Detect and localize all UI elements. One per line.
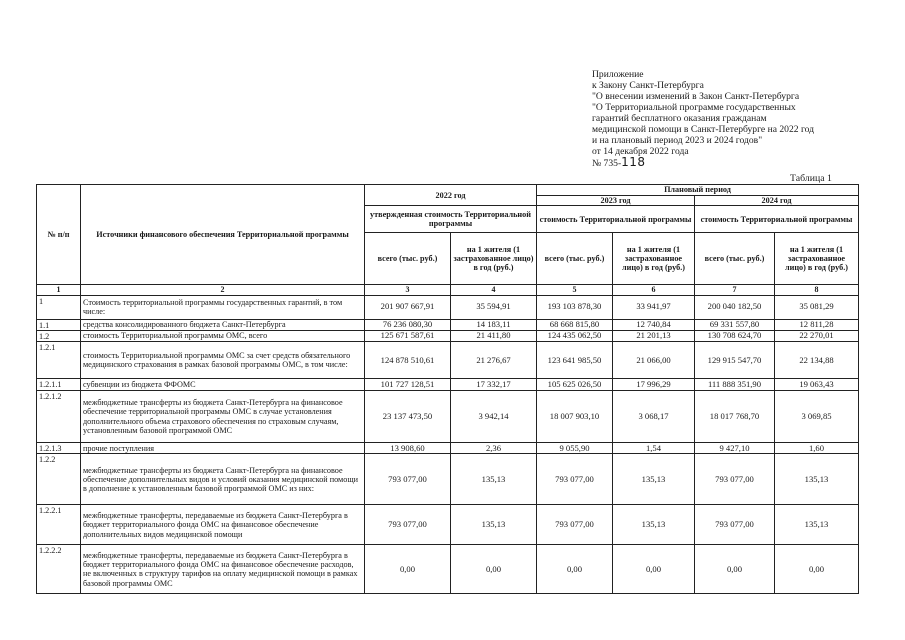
table-row [37,295,859,319]
row-source: стоимость Территориальной программы ОМС, всего [81,330,365,341]
row-num: 1.2.1.1 [37,379,81,391]
cell-total-2023: 124 435 062,50 [537,330,613,341]
cell-total-2023: 123 641 985,50 [537,342,613,379]
cell-total-2024: 793 077,00 [695,505,775,545]
cell-total-2024: 200 040 182,50 [695,295,775,319]
row-num: 1.2.2.2 [37,545,81,594]
cell-per-capita-2023: 17 996,29 [613,379,695,391]
cell-total-2022: 0,00 [365,545,451,594]
column-number: 6 [613,285,695,295]
header-planned-period: Плановый период [537,185,859,196]
cell-per-capita-2024: 12 811,28 [775,319,859,330]
row-source: прочие поступления [81,443,365,454]
cell-per-capita-2024: 22 270,01 [775,330,859,341]
table-row [37,379,859,391]
header-total-2023: всего (тыс. руб.) [537,233,613,285]
appendix-line: к Закону Санкт-Петербурга [592,80,704,91]
cell-per-capita-2022: 3 942,14 [451,391,537,443]
cell-per-capita-2023: 0,00 [613,545,695,594]
header-cost-2023: стоимость Территориальной программы [537,206,695,233]
cell-per-capita-2022: 135,13 [451,505,537,545]
table-row [37,391,859,443]
appendix-line: Приложение [592,69,644,80]
cell-per-capita-2022: 135,13 [451,454,537,505]
appendix-line: от 14 декабря 2022 года [592,146,689,157]
cell-per-capita-2024: 19 063,43 [775,379,859,391]
header-year-2024: 2024 год [695,196,859,206]
cell-per-capita-2023: 135,13 [613,454,695,505]
cell-per-capita-2023: 21 201,13 [613,330,695,341]
header-per-capita-2024: на 1 жителя (1 застрахованное лицо) в год (руб.) [775,233,859,285]
cell-total-2024: 0,00 [695,545,775,594]
header-source: Источники финансового обеспечения Территориальной программы [81,185,365,285]
cell-total-2024: 111 888 351,90 [695,379,775,391]
financing-table [36,184,859,594]
table-row [37,443,859,454]
cell-total-2022: 23 137 473,50 [365,391,451,443]
column-number: 7 [695,285,775,295]
cell-per-capita-2024: 3 069,85 [775,391,859,443]
row-source: средства консолидированного бюджета Санкт-Петербурга [81,319,365,330]
cell-per-capita-2022: 21 276,67 [451,342,537,379]
cell-per-capita-2024: 135,13 [775,454,859,505]
table-row [37,545,859,594]
cell-per-capita-2024: 22 134,88 [775,342,859,379]
appendix-header [592,69,882,169]
row-source: субвенции из бюджета ФФОМС [81,379,365,391]
row-num: 1.2.1.3 [37,443,81,454]
row-num: 1.1 [37,319,81,330]
cell-per-capita-2023: 21 066,00 [613,342,695,379]
cell-per-capita-2022: 2,36 [451,443,537,454]
appendix-line: гарантий бесплатного оказания гражданам [592,113,767,124]
cell-per-capita-2023: 3 068,17 [613,391,695,443]
header-cost-2024: стоимость Территориальной программы [695,206,859,233]
row-num: 1.2 [37,330,81,341]
header-approved-cost: утвержденная стоимость Территориальной программы [365,206,537,233]
header-year-2023: 2023 год [537,196,695,206]
cell-total-2023: 793 077,00 [537,505,613,545]
column-number: 4 [451,285,537,295]
cell-total-2022: 124 878 510,61 [365,342,451,379]
column-number: 1 [37,285,81,295]
cell-per-capita-2022: 17 332,17 [451,379,537,391]
row-source: стоимость Территориальной программы ОМС за счет средств обязательного медицинского страхования в рамках базовой программы ОМС, в том числе: [81,342,365,379]
cell-per-capita-2022: 0,00 [451,545,537,594]
cell-total-2022: 125 671 587,61 [365,330,451,341]
cell-per-capita-2023: 12 740,84 [613,319,695,330]
cell-total-2022: 13 908,60 [365,443,451,454]
header-per-capita-2022: на 1 жителя (1 застрахованное лицо) в год (руб.) [451,233,537,285]
law-number-handwritten: 118 [621,155,646,169]
cell-per-capita-2023: 33 941,97 [613,295,695,319]
law-number-prefix: № 735- [592,158,622,169]
header-total-2022: всего (тыс. руб.) [365,233,451,285]
cell-total-2024: 9 427,10 [695,443,775,454]
row-source: межбюджетные трансферты, передаваемые из бюджета Санкт-Петербурга в бюджет территориального фонда ОМС на финансовое обеспечение расходов, не включенных в структуру тарифов на оплату медицинской помощи в рамках базовой программы ОМС [81,545,365,594]
cell-total-2024: 793 077,00 [695,454,775,505]
cell-total-2022: 793 077,00 [365,505,451,545]
row-num: 1.2.2.1 [37,505,81,545]
cell-total-2023: 9 055,90 [537,443,613,454]
cell-per-capita-2023: 135,13 [613,505,695,545]
cell-per-capita-2024: 35 081,29 [775,295,859,319]
law-number [592,157,882,169]
header-num: № п/п [37,185,81,285]
row-source: межбюджетные трансферты, передаваемые из бюджета Санкт-Петербурга в бюджет территориального фонда ОМС на финансовое обеспечение дополнительных видов медицинской помощи [81,505,365,545]
row-source: межбюджетные трансферты из бюджета Санкт-Петербурга на финансовое обеспечение территориальной программы ОМС в случае установления дополнительного объема страхового обеспечения по страховым случаям, установленным базовой программой ОМС [81,391,365,443]
cell-total-2022: 101 727 128,51 [365,379,451,391]
cell-per-capita-2024: 0,00 [775,545,859,594]
cell-per-capita-2022: 35 594,91 [451,295,537,319]
table-row [37,505,859,545]
column-number: 2 [81,285,365,295]
cell-total-2024: 130 708 624,70 [695,330,775,341]
cell-total-2024: 18 017 768,70 [695,391,775,443]
row-source: межбюджетные трансферты из бюджета Санкт-Петербурга на финансовое обеспечение дополнительных видов и условий оказания медицинской помощи в дополнение к установленным базовой программой ОМС из них: [81,454,365,505]
cell-total-2024: 129 915 547,70 [695,342,775,379]
table-row [37,330,859,341]
cell-total-2023: 193 103 878,30 [537,295,613,319]
cell-total-2022: 201 907 667,91 [365,295,451,319]
column-number: 5 [537,285,613,295]
header-total-2024: всего (тыс. руб.) [695,233,775,285]
column-number: 8 [775,285,859,295]
cell-per-capita-2023: 1,54 [613,443,695,454]
cell-total-2022: 76 236 080,30 [365,319,451,330]
cell-per-capita-2024: 135,13 [775,505,859,545]
column-number-row [37,285,859,295]
appendix-line: медицинской помощи в Санкт-Петербурге на 2022 год [592,124,815,135]
cell-total-2023: 18 007 903,10 [537,391,613,443]
header-year-2022: 2022 год [365,185,537,206]
table-label: Таблица 1 [790,173,832,184]
cell-total-2022: 793 077,00 [365,454,451,505]
row-num: 1.2.1.2 [37,391,81,443]
cell-per-capita-2022: 21 411,80 [451,330,537,341]
table-row [37,342,859,379]
appendix-line: "О внесении изменений в Закон Санкт-Петербурга [592,91,800,102]
cell-per-capita-2024: 1,60 [775,443,859,454]
cell-total-2023: 793 077,00 [537,454,613,505]
row-num: 1.2.2 [37,454,81,505]
cell-total-2023: 0,00 [537,545,613,594]
appendix-line: и на плановый период 2023 и 2024 годов" [592,135,763,146]
cell-per-capita-2022: 14 183,11 [451,319,537,330]
row-source: Стоимость территориальной программы государственных гарантий, в том числе: [81,295,365,319]
header-per-capita-2023: на 1 жителя (1 застрахованное лицо) в год (руб.) [613,233,695,285]
appendix-line: "О Территориальной программе государственных [592,102,796,113]
row-num: 1 [37,295,81,319]
table-row [37,319,859,330]
cell-total-2023: 105 625 026,50 [537,379,613,391]
row-num: 1.2.1 [37,342,81,379]
cell-total-2023: 68 668 815,80 [537,319,613,330]
cell-total-2024: 69 331 557,80 [695,319,775,330]
table-row [37,454,859,505]
column-number: 3 [365,285,451,295]
